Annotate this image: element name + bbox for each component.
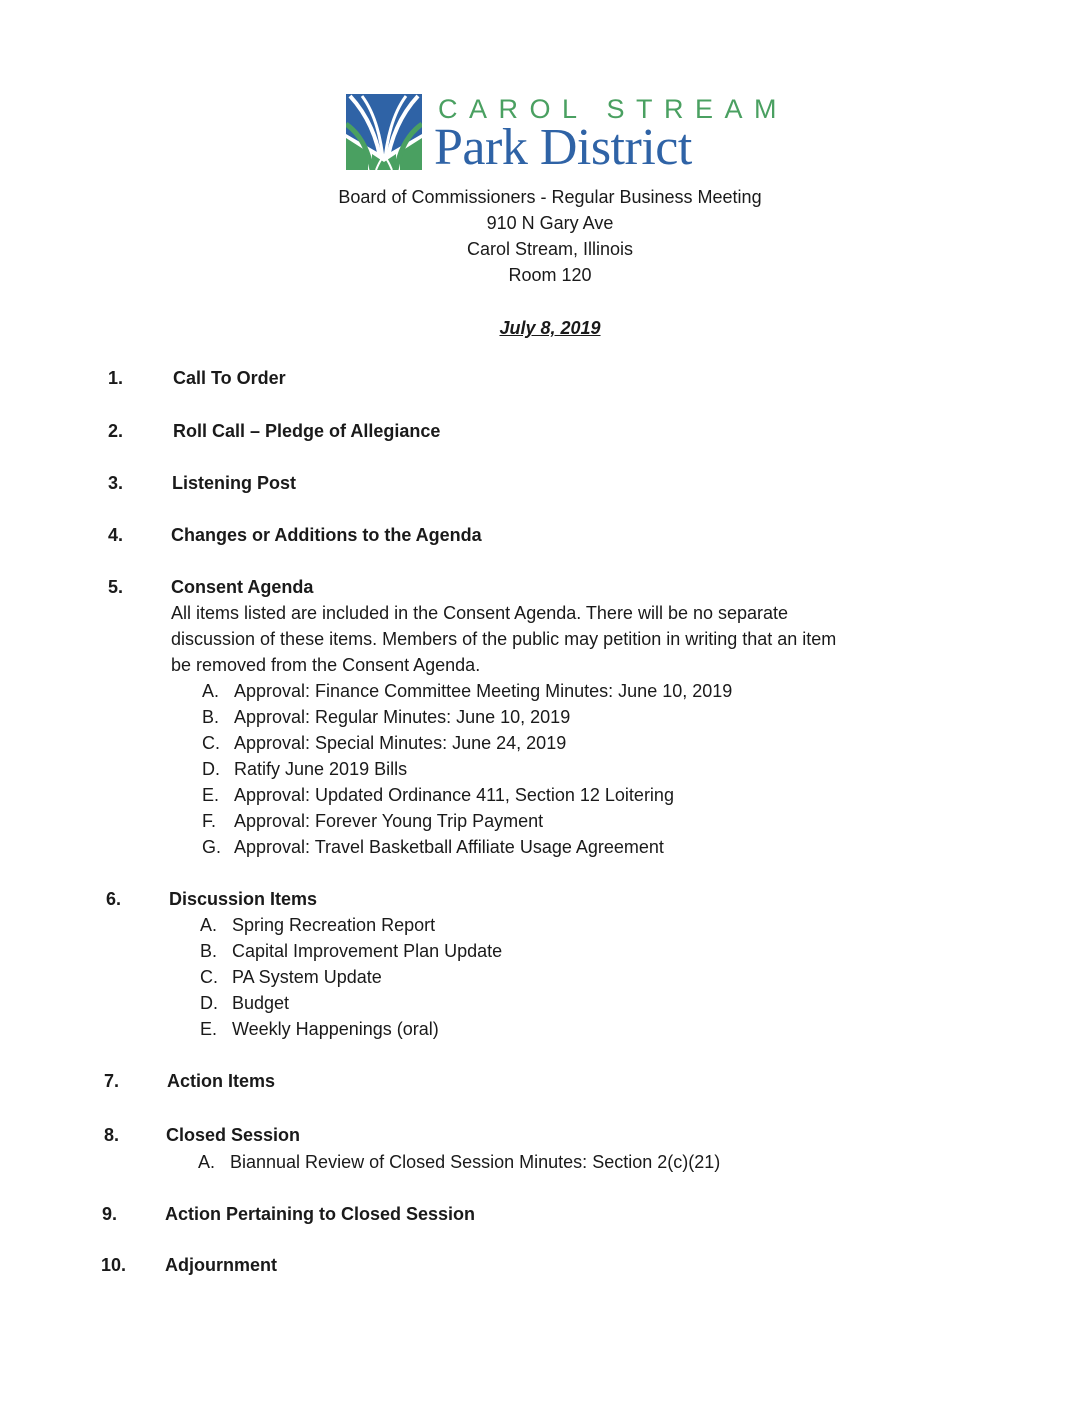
description-line: All items listed are included in the Consent Agenda. There will be no separate — [171, 603, 789, 623]
consent-subitem-a — [202, 678, 732, 704]
discussion-subitem-a — [200, 912, 435, 938]
subitem-text: Approval: Travel Basketball Affiliate Usage Agreement — [234, 837, 664, 857]
agenda-item-number: 5. — [108, 577, 124, 597]
agenda-item-number: 4. — [108, 525, 124, 545]
description-line: be removed from the Consent Agenda. — [171, 655, 481, 675]
agenda-item-title: Call To Order — [173, 368, 286, 388]
consent-subitem-f — [202, 808, 543, 834]
meeting-address: 910 N Gary Ave — [486, 213, 614, 233]
meeting-date: July 8, 2019 — [499, 318, 601, 338]
closed-session-subitem-a — [198, 1149, 720, 1175]
subitem-letter: A. — [202, 681, 220, 701]
logo-emblem-icon — [346, 94, 422, 170]
agenda-item-number: 7. — [104, 1071, 120, 1091]
subitem-text: Capital Improvement Plan Update — [232, 941, 503, 961]
subitem-text: Approval: Forever Young Trip Payment — [234, 811, 544, 831]
park-district-logo — [346, 94, 789, 176]
agenda-item-number: 8. — [104, 1125, 120, 1145]
agenda-item-title: Closed Session — [166, 1125, 301, 1145]
agenda-item-title: Action Pertaining to Closed Session — [165, 1204, 476, 1224]
agenda-item-number: 3. — [108, 473, 124, 493]
subitem-letter: B. — [202, 707, 220, 727]
agenda-item-title: Discussion Items — [169, 889, 318, 909]
consent-subitem-g — [202, 834, 664, 860]
subitem-text: Budget — [232, 993, 290, 1013]
meeting-header — [0, 184, 1088, 288]
discussion-subitem-e — [200, 1016, 439, 1042]
subitem-letter: A. — [198, 1152, 216, 1172]
agenda-item-number: 6. — [106, 889, 122, 909]
subitem-letter: B. — [200, 941, 218, 961]
meeting-title: Board of Commissioners - Regular Business Meeting — [338, 187, 762, 207]
subitem-text: Weekly Happenings (oral) — [232, 1019, 439, 1039]
agenda-item-title: Consent Agenda — [171, 577, 314, 597]
subitem-letter: E. — [202, 785, 220, 805]
agenda-item-title: Adjournment — [165, 1255, 277, 1275]
agenda-item-number: 10. — [101, 1255, 127, 1275]
subitem-letter: D. — [202, 759, 220, 779]
discussion-subitem-b — [200, 938, 502, 964]
subitem-letter: F. — [202, 811, 217, 831]
logo-top-text: CAROL STREAM — [438, 94, 789, 124]
subitem-text: Approval: Updated Ordinance 411, Section 12 Loitering — [234, 785, 674, 805]
subitem-text: Biannual Review of Closed Session Minutes: Section 2(c)(21) — [230, 1152, 721, 1172]
agenda-item-title: Changes or Additions to the Agenda — [171, 525, 482, 545]
consent-subitem-c — [202, 730, 566, 756]
agenda-item-number: 1. — [108, 368, 124, 388]
logo-bottom-text: Park District — [434, 119, 692, 176]
subitem-text: Approval: Regular Minutes: June 10, 2019 — [234, 707, 571, 727]
subitem-letter: C. — [200, 967, 218, 987]
agenda-item-title: Listening Post — [172, 473, 297, 493]
consent-agenda-description — [171, 600, 931, 678]
agenda-item-number: 2. — [108, 421, 124, 441]
consent-subitem-e — [202, 782, 674, 808]
subitem-letter: G. — [202, 837, 222, 857]
subitem-letter: E. — [200, 1019, 218, 1039]
subitem-text: Ratify June 2019 Bills — [234, 759, 408, 779]
subitem-letter: C. — [202, 733, 220, 753]
agenda-item-number: 9. — [102, 1204, 118, 1224]
agenda-item-title: Roll Call – Pledge of Allegiance — [173, 421, 441, 441]
discussion-subitem-d — [200, 990, 289, 1016]
discussion-subitem-c — [200, 964, 382, 990]
consent-subitem-b — [202, 704, 570, 730]
subitem-text: PA System Update — [232, 967, 382, 987]
meeting-room: Room 120 — [508, 265, 592, 285]
meeting-city: Carol Stream, Illinois — [466, 239, 634, 259]
subitem-letter: D. — [200, 993, 218, 1013]
subitem-text: Spring Recreation Report — [232, 915, 436, 935]
consent-subitem-d — [202, 756, 407, 782]
agenda-item-title: Action Items — [167, 1071, 276, 1091]
description-line: discussion of these items. Members of the public may petition in writing that an item — [171, 629, 837, 649]
subitem-text: Approval: Special Minutes: June 24, 2019 — [234, 733, 567, 753]
subitem-text: Approval: Finance Committee Meeting Minutes: June 10, 2019 — [234, 681, 733, 701]
subitem-letter: A. — [200, 915, 218, 935]
